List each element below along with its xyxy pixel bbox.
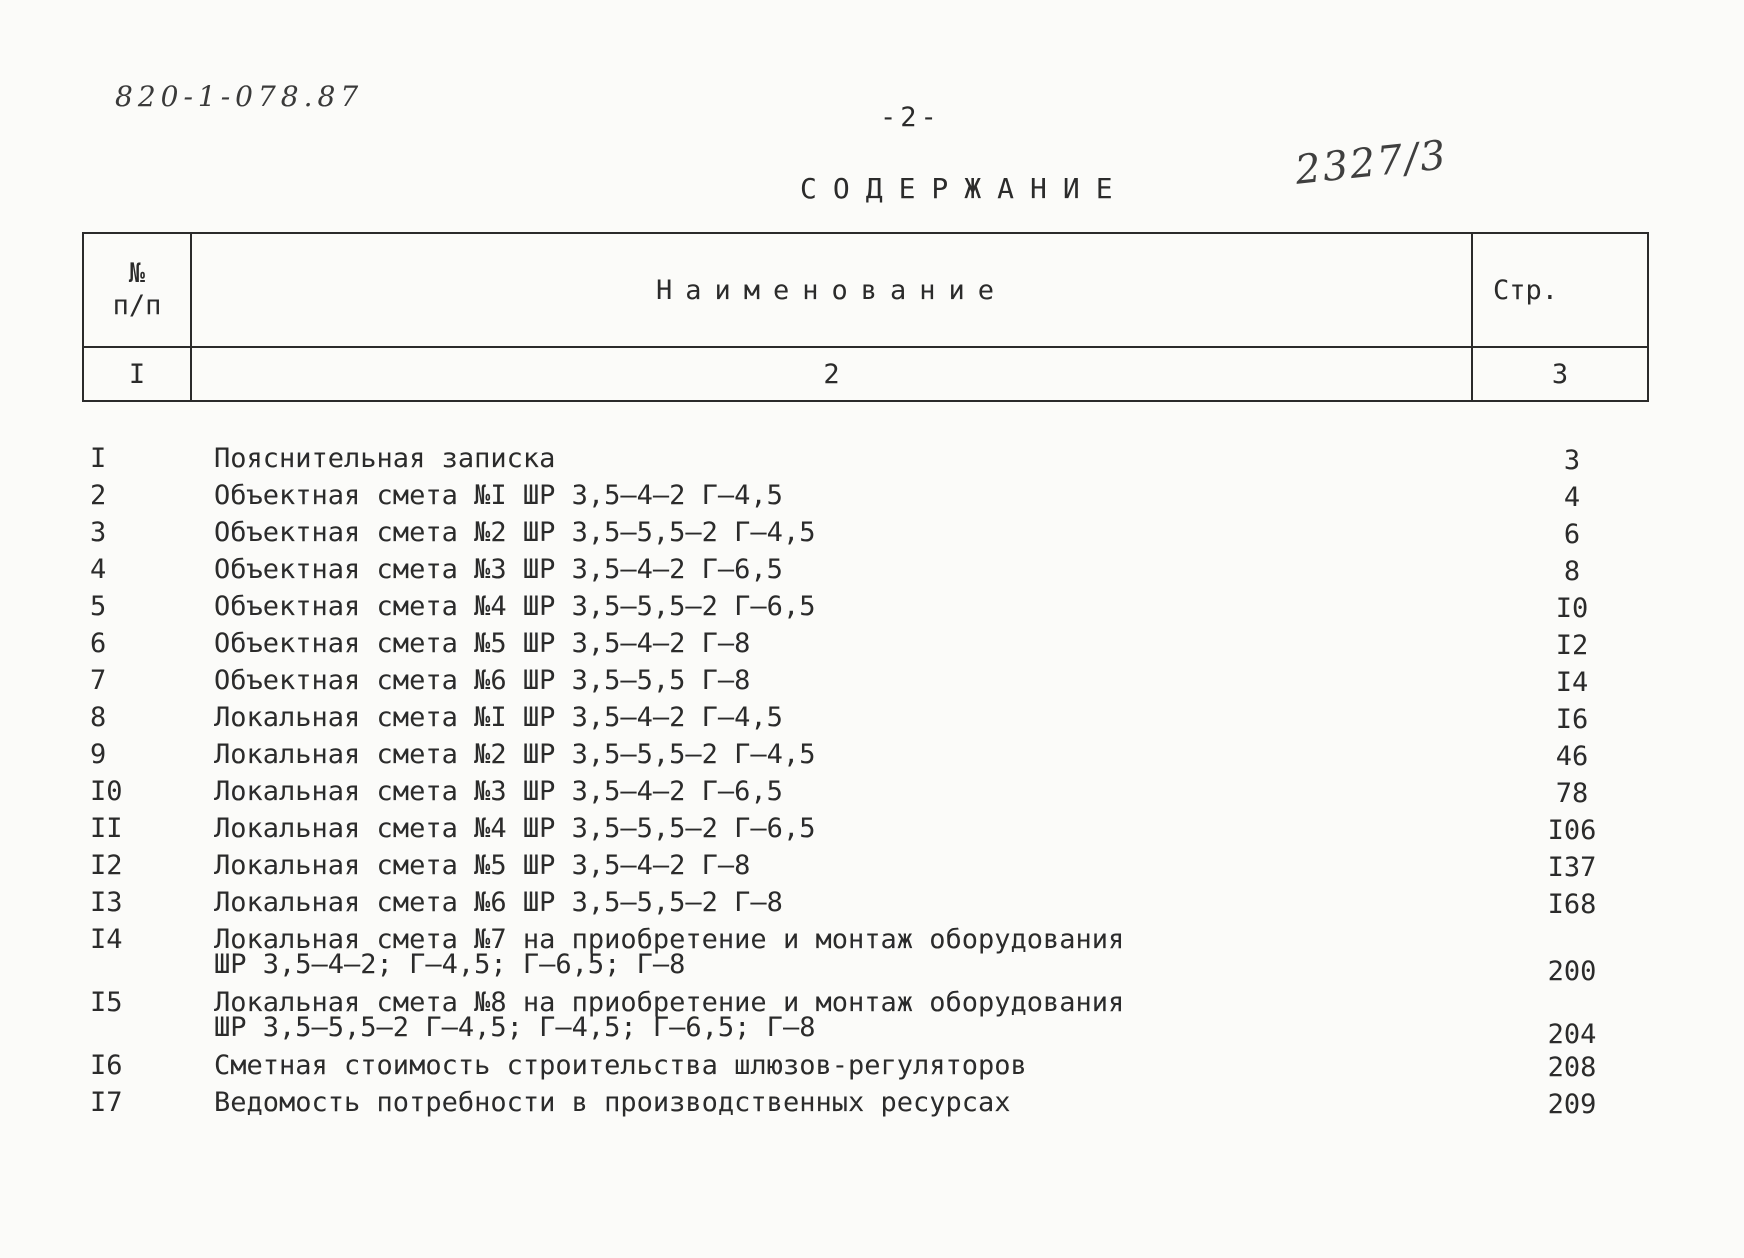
toc-row: [82, 921, 1649, 987]
toc-row-page: 208: [1547, 1052, 1597, 1083]
toc-row-name-line1: Объектная смета №4 ШР 3,5–5,5–2 Г–6,5: [214, 591, 816, 622]
toc-row-page: I68: [1547, 889, 1597, 920]
toc-row-number: I6: [90, 1050, 123, 1081]
toc-row-name-line1: Объектная смета №3 ШР 3,5–4–2 Г–6,5: [214, 554, 783, 585]
toc-row-number: I2: [90, 850, 123, 881]
toc-row: [82, 662, 1649, 699]
toc-row-number: 4: [90, 554, 107, 585]
toc-row: [82, 1047, 1649, 1084]
toc-row-name: [214, 628, 751, 659]
toc-row: [82, 514, 1649, 551]
toc-row-name: [214, 887, 783, 918]
toc-row-page: I2: [1555, 630, 1589, 661]
toc-row-name-line1: Локальная смета №2 ШР 3,5–5,5–2 Г–4,5: [214, 739, 816, 770]
column-numbering-row: [83, 347, 1648, 401]
toc-row-name: [214, 480, 783, 511]
toc-row: [82, 884, 1649, 921]
toc-row-number: I4: [90, 924, 123, 955]
toc-row-number: 8: [90, 702, 107, 733]
toc-row-number: 2: [90, 480, 107, 511]
header-pp: п/п: [112, 290, 162, 321]
header-table: [82, 232, 1649, 402]
toc-row-name-line1: Ведомость потребности в производственных ресурсах: [214, 1087, 1011, 1118]
toc-row-name: [214, 591, 816, 622]
toc-row-page: 204: [1547, 1019, 1597, 1050]
toc-row-page: 46: [1555, 741, 1589, 772]
toc-row-name: [214, 517, 816, 548]
toc-row-name: [214, 443, 556, 474]
toc-row: [82, 551, 1649, 588]
toc-row-name-line2: ШР 3,5–5,5–2 Г–4,5; Г–4,5; Г–6,5; Г–8: [214, 1012, 816, 1043]
toc-row-page: 78: [1555, 778, 1589, 809]
toc-row: [82, 477, 1649, 514]
toc-row-name-line1: Локальная смета №5 ШР 3,5–4–2 Г–8: [214, 850, 751, 881]
toc-row-number: 5: [90, 591, 107, 622]
header-cell-name: Наименование: [191, 233, 1472, 347]
toc-row-name: [214, 776, 783, 807]
toc-row-number: II: [90, 813, 123, 844]
toc-row: [82, 625, 1649, 662]
toc-row-name: [214, 987, 1125, 1043]
toc-row-name-line1: Локальная смета №3 ШР 3,5–4–2 Г–6,5: [214, 776, 783, 807]
toc-row-name-line1: Сметная стоимость строительства шлюзов-регуляторов: [214, 1050, 1027, 1081]
toc-row: [82, 588, 1649, 625]
toc-row-number: 6: [90, 628, 107, 659]
toc-row-number: 7: [90, 665, 107, 696]
toc-row-page: 3: [1563, 445, 1581, 476]
toc-row-name-line1: Объектная смета №I ШР 3,5–4–2 Г–4,5: [214, 480, 783, 511]
column-number-1: I: [83, 347, 191, 401]
toc-row-name: [214, 1087, 1011, 1118]
toc-row-page: I06: [1547, 815, 1597, 846]
toc-row-name-line1: Локальная смета №4 ШР 3,5–5,5–2 Г–6,5: [214, 813, 816, 844]
toc-row-page: I4: [1555, 667, 1589, 698]
toc-row-name-line1: Объектная смета №2 ШР 3,5–5,5–2 Г–4,5: [214, 517, 816, 548]
toc-row: [82, 810, 1649, 847]
toc-row: [82, 1084, 1649, 1121]
toc-row-name-line1: Объектная смета №5 ШР 3,5–4–2 Г–8: [214, 628, 751, 659]
toc-row-page: 200: [1547, 956, 1597, 987]
page-title: СОДЕРЖАНИЕ: [800, 172, 1129, 205]
handwritten-mark: 2327/3: [1293, 132, 1450, 194]
toc-row-name: [214, 554, 783, 585]
toc-row-page: I6: [1555, 704, 1589, 735]
toc-row-name-line1: Локальная смета №6 ШР 3,5–5,5–2 Г–8: [214, 887, 783, 918]
toc-row-name-line1: Локальная смета №7 на приобретение и монтаж оборудования: [214, 924, 1125, 955]
toc-row-name: [214, 813, 816, 844]
toc-row: [82, 847, 1649, 884]
toc-row-name-line1: Локальная смета №8 на приобретение и монтаж оборудования: [214, 987, 1125, 1018]
toc-row-number: I: [90, 443, 107, 474]
toc-row-name: [214, 850, 751, 881]
toc-row: [82, 699, 1649, 736]
page-number: -2-: [880, 102, 941, 133]
toc-row-name: [214, 665, 751, 696]
toc-row-page: I0: [1555, 593, 1589, 624]
toc-row-number: I7: [90, 1087, 123, 1118]
toc-row-number: I3: [90, 887, 123, 918]
toc-row-page: 8: [1563, 556, 1581, 587]
toc-row-number: 3: [90, 517, 107, 548]
document-code: 820-1-078.87: [115, 80, 364, 113]
toc-row-name-line1: Локальная смета №I ШР 3,5–4–2 Г–4,5: [214, 702, 783, 733]
table-of-contents: [82, 440, 1649, 1121]
toc-row: [82, 736, 1649, 773]
toc-row-page: I37: [1547, 852, 1597, 883]
toc-row-name: [214, 702, 783, 733]
toc-row-number: I5: [90, 987, 123, 1018]
header-cell-number: [83, 233, 191, 347]
toc-row-name-line1: Пояснительная записка: [214, 443, 556, 474]
toc-row-number: 9: [90, 739, 107, 770]
toc-row: [82, 773, 1649, 810]
toc-row-name-line2: ШР 3,5–4–2; Г–4,5; Г–6,5; Г–8: [214, 949, 686, 980]
toc-row-page: 4: [1563, 482, 1581, 513]
toc-row-name: [214, 1050, 1027, 1081]
toc-row: [82, 984, 1649, 1050]
toc-row-page: 209: [1547, 1089, 1597, 1120]
header-no-sign: №: [128, 258, 146, 289]
toc-row-name: [214, 739, 816, 770]
toc-row: [82, 440, 1649, 477]
toc-row-name-line1: Объектная смета №6 ШР 3,5–5,5 Г–8: [214, 665, 751, 696]
header-cell-page: Стр.: [1472, 233, 1648, 347]
toc-row-name: [214, 924, 1125, 980]
toc-row-page: 6: [1563, 519, 1581, 550]
column-number-2: 2: [191, 347, 1472, 401]
header-row: [83, 233, 1648, 347]
toc-row-number: I0: [90, 776, 123, 807]
column-number-3: 3: [1472, 347, 1648, 401]
